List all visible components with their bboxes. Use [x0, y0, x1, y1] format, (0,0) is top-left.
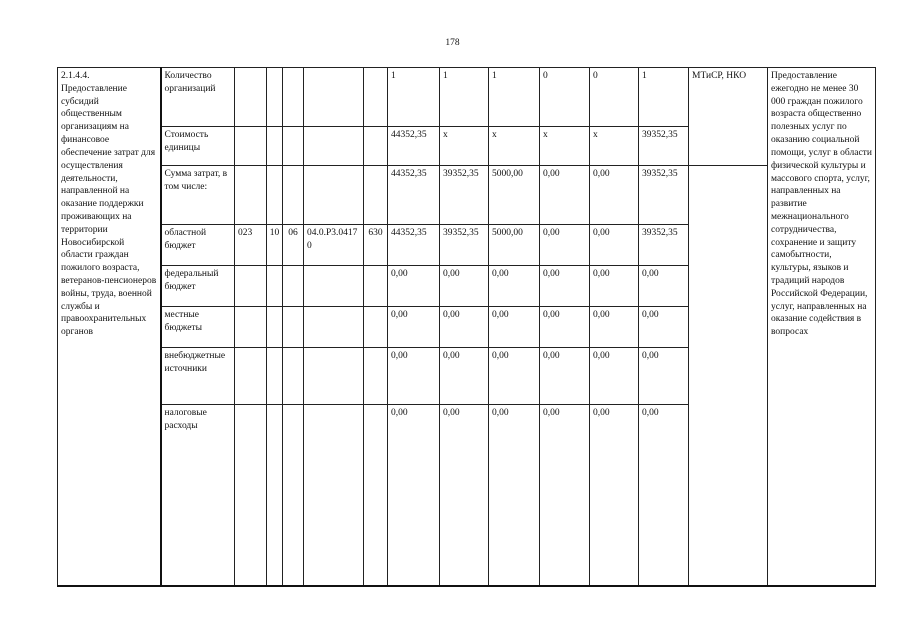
rz-cell: [267, 68, 283, 127]
rz-cell: [267, 405, 283, 587]
value-year-4: 0,00: [590, 348, 639, 405]
rz-cell: [267, 266, 283, 307]
csr-cell: [304, 405, 364, 587]
value-total: 0,00: [388, 348, 440, 405]
value-year-2: 5000,00: [489, 166, 540, 225]
value-total: 44352,35: [388, 225, 440, 266]
value-year-1: 39352,35: [440, 166, 489, 225]
vr-cell: [364, 166, 388, 225]
value-year-1: 0,00: [440, 405, 489, 587]
table-row: [58, 68, 876, 127]
value-year-1: 0,00: [440, 348, 489, 405]
value-year-1: 0,00: [440, 266, 489, 307]
vr-cell: [364, 266, 388, 307]
value-year-4: 0,00: [590, 266, 639, 307]
value-total: 0,00: [388, 405, 440, 587]
value-year-4: 0,00: [590, 225, 639, 266]
row-label: Стоимость единицы: [161, 127, 235, 166]
value-year-4: 0,00: [590, 405, 639, 587]
value-year-5: 0,00: [639, 405, 689, 587]
value-year-2: 5000,00: [489, 225, 540, 266]
grbs-cell: [235, 127, 267, 166]
value-total: 0,00: [388, 266, 440, 307]
row-label: Количество организаций: [161, 68, 235, 127]
pr-cell: [283, 307, 304, 348]
value-year-5: 0,00: [639, 266, 689, 307]
value-year-3: х: [540, 127, 590, 166]
row-label: местные бюджеты: [161, 307, 235, 348]
csr-cell: [304, 266, 364, 307]
vr-cell: [364, 68, 388, 127]
csr-cell: [304, 68, 364, 127]
value-year-3: 0,00: [540, 266, 590, 307]
table-row: [58, 166, 876, 225]
pr-cell: [283, 166, 304, 225]
value-year-2: 0,00: [489, 266, 540, 307]
csr-cell: [304, 166, 364, 225]
budget-table: [57, 67, 876, 587]
pr-cell: [283, 127, 304, 166]
grbs-cell: [235, 405, 267, 587]
value-year-2: 0,00: [489, 348, 540, 405]
rz-cell: [267, 307, 283, 348]
value-total: 0,00: [388, 307, 440, 348]
value-year-3: 0,00: [540, 307, 590, 348]
value-year-3: 0,00: [540, 166, 590, 225]
executor-empty-cell: [689, 166, 768, 587]
value-year-5: 39352,35: [639, 127, 689, 166]
grbs-cell: [235, 266, 267, 307]
vr-cell: [364, 127, 388, 166]
value-year-2: х: [489, 127, 540, 166]
csr-cell: [304, 348, 364, 405]
csr-cell: [304, 307, 364, 348]
value-year-4: 0,00: [590, 307, 639, 348]
value-year-4: х: [590, 127, 639, 166]
value-year-1: 0,00: [440, 307, 489, 348]
value-year-4: 0: [590, 68, 639, 127]
value-year-5: 39352,35: [639, 225, 689, 266]
row-label: Сумма затрат, в том числе:: [161, 166, 235, 225]
value-year-2: 0,00: [489, 307, 540, 348]
value-year-1: 1: [440, 68, 489, 127]
value-year-5: 0,00: [639, 348, 689, 405]
page-number: 178: [445, 38, 460, 48]
grbs-cell: 023: [235, 225, 267, 266]
rz-cell: 10: [267, 225, 283, 266]
value-year-5: 0,00: [639, 307, 689, 348]
vr-cell: [364, 307, 388, 348]
pr-cell: [283, 405, 304, 587]
row-label: налоговые расходы: [161, 405, 235, 587]
rz-cell: [267, 127, 283, 166]
value-year-2: 1: [489, 68, 540, 127]
value-year-3: 0,00: [540, 405, 590, 587]
value-year-3: 0,00: [540, 348, 590, 405]
value-year-4: 0,00: [590, 166, 639, 225]
grbs-cell: [235, 307, 267, 348]
value-year-3: 0,00: [540, 225, 590, 266]
value-total: 1: [388, 68, 440, 127]
grbs-cell: [235, 348, 267, 405]
rz-cell: [267, 166, 283, 225]
value-year-3: 0: [540, 68, 590, 127]
executor-cell: МТиСР, НКО: [689, 68, 768, 166]
activity-cell: 2.1.4.4. Предоставление субсидий общественным организациям на финансовое обеспечение затрат для осуществления деятельности, направленной на оказание поддержки проживающих на территории Новосибирской области граждан пожилого возраста, ветеранов-пенсионеров войны, труда, военной службы и правоохранительных органов: [58, 68, 161, 587]
vr-cell: 630: [364, 225, 388, 266]
csr-cell: 04.0.P3.04170: [304, 225, 364, 266]
vr-cell: [364, 405, 388, 587]
pr-cell: [283, 266, 304, 307]
result-cell: Предоставление ежегодно не менее 30 000 граждан пожилого возраста общественно полезных услуг по оказанию социальной помощи, услуг в области физической культуры и массового спорта, услуг, направленных на развитие межнационального сотрудничества, сохранение и защиту самобытности, культуры, языков и традиций народов Российской Федерации, услуг, направленных на оказание содействия в вопросах: [768, 68, 876, 587]
rz-cell: [267, 348, 283, 405]
row-label: федеральный бюджет: [161, 266, 235, 307]
grbs-cell: [235, 68, 267, 127]
value-total: 44352,35: [388, 127, 440, 166]
vr-cell: [364, 348, 388, 405]
value-year-2: 0,00: [489, 405, 540, 587]
value-total: 44352,35: [388, 166, 440, 225]
pr-cell: [283, 68, 304, 127]
value-year-5: 39352,35: [639, 166, 689, 225]
pr-cell: 06: [283, 225, 304, 266]
grbs-cell: [235, 166, 267, 225]
pr-cell: [283, 348, 304, 405]
row-label: внебюджетные источники: [161, 348, 235, 405]
value-year-1: 39352,35: [440, 225, 489, 266]
csr-cell: [304, 127, 364, 166]
value-year-1: х: [440, 127, 489, 166]
row-label: областной бюджет: [161, 225, 235, 266]
value-year-5: 1: [639, 68, 689, 127]
